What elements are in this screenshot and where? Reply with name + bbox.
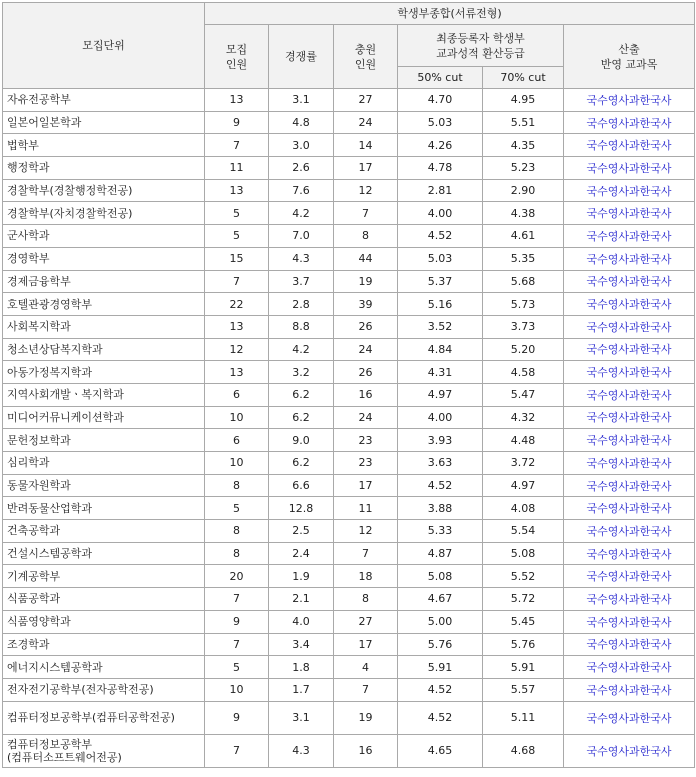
extra-cell: 23 [334, 429, 398, 452]
table-row [3, 474, 695, 497]
extra-cell: 24 [334, 111, 398, 134]
table-row [3, 225, 695, 248]
header-recruit-label: 모집 인원 [225, 42, 248, 71]
cut70-cell: 4.95 [483, 89, 564, 112]
cut50-cell: 5.08 [398, 565, 483, 588]
recruit-cell: 10 [205, 678, 269, 701]
recruit-cell: 8 [205, 520, 269, 543]
subjects-cell: 국수영사과한국사 [564, 157, 695, 180]
cut70-cell: 5.20 [483, 338, 564, 361]
cut50-cell: 4.00 [398, 406, 483, 429]
table-row [3, 179, 695, 202]
cut50-cell: 4.31 [398, 361, 483, 384]
extra-cell: 39 [334, 293, 398, 316]
table-row [3, 610, 695, 633]
recruit-cell: 13 [205, 315, 269, 338]
cut50-cell: 5.00 [398, 610, 483, 633]
unit-cell: 건축공학과 [3, 520, 205, 543]
subjects-cell: 국수영사과한국사 [564, 383, 695, 406]
subjects-cell: 국수영사과한국사 [564, 610, 695, 633]
table-row [3, 202, 695, 225]
subjects-cell: 국수영사과한국사 [564, 542, 695, 565]
recruit-cell: 13 [205, 361, 269, 384]
header-extra-label: 충원 인원 [354, 42, 377, 71]
unit-cell: 전자전기공학부(전자공학전공) [3, 678, 205, 701]
subjects-cell: 국수영사과한국사 [564, 474, 695, 497]
table-row [3, 293, 695, 316]
recruit-cell: 11 [205, 157, 269, 180]
cut70-cell: 4.32 [483, 406, 564, 429]
header-grade [398, 25, 564, 67]
extra-cell: 4 [334, 656, 398, 679]
extra-cell: 7 [334, 542, 398, 565]
header-subjects-label: 산출 반영 교과목 [600, 42, 658, 71]
cut70-cell: 5.72 [483, 588, 564, 611]
recruit-cell: 8 [205, 542, 269, 565]
extra-cell: 8 [334, 588, 398, 611]
ratio-cell: 7.6 [269, 179, 334, 202]
cut50-cell: 5.16 [398, 293, 483, 316]
header-cut70: 70% cut [483, 67, 564, 89]
ratio-cell: 4.8 [269, 111, 334, 134]
table-row [3, 542, 695, 565]
extra-cell: 26 [334, 361, 398, 384]
table-row [3, 701, 695, 734]
subjects-cell: 국수영사과한국사 [564, 678, 695, 701]
unit-cell: 경제금융학부 [3, 270, 205, 293]
extra-cell: 17 [334, 633, 398, 656]
table-row [3, 452, 695, 475]
cut50-cell: 5.03 [398, 111, 483, 134]
cut50-cell: 5.03 [398, 247, 483, 270]
subjects-cell: 국수영사과한국사 [564, 361, 695, 384]
subjects-cell: 국수영사과한국사 [564, 134, 695, 157]
header-recruit [205, 25, 269, 89]
extra-cell: 7 [334, 202, 398, 225]
ratio-cell: 3.4 [269, 633, 334, 656]
unit-cell: 에너지시스템공학과 [3, 656, 205, 679]
subjects-cell: 국수영사과한국사 [564, 565, 695, 588]
unit-cell: 아동가정복지학과 [3, 361, 205, 384]
cut70-cell: 4.38 [483, 202, 564, 225]
header-subjects [564, 25, 695, 89]
cut50-cell: 4.97 [398, 383, 483, 406]
recruit-cell: 5 [205, 202, 269, 225]
recruit-cell: 5 [205, 225, 269, 248]
ratio-cell: 4.2 [269, 338, 334, 361]
subjects-cell: 국수영사과한국사 [564, 338, 695, 361]
cut70-cell: 4.68 [483, 734, 564, 767]
cut50-cell: 2.81 [398, 179, 483, 202]
recruit-cell: 5 [205, 497, 269, 520]
ratio-cell: 4.3 [269, 734, 334, 767]
cut70-cell: 5.54 [483, 520, 564, 543]
cut50-cell: 4.70 [398, 89, 483, 112]
recruit-cell: 13 [205, 179, 269, 202]
header-group: 학생부종합(서류전형) [205, 3, 695, 25]
table-row [3, 588, 695, 611]
subjects-cell: 국수영사과한국사 [564, 406, 695, 429]
cut70-cell: 5.35 [483, 247, 564, 270]
subjects-cell: 국수영사과한국사 [564, 701, 695, 734]
ratio-cell: 12.8 [269, 497, 334, 520]
cut70-cell: 5.45 [483, 610, 564, 633]
recruit-cell: 7 [205, 588, 269, 611]
header-extra [334, 25, 398, 89]
ratio-cell: 3.1 [269, 89, 334, 112]
cut70-cell: 5.57 [483, 678, 564, 701]
cut50-cell: 4.65 [398, 734, 483, 767]
ratio-cell: 3.0 [269, 134, 334, 157]
unit-cell: 지역사회개발ㆍ복지학과 [3, 383, 205, 406]
table-row [3, 270, 695, 293]
recruit-cell: 22 [205, 293, 269, 316]
unit-cell: 호텔관광경영학부 [3, 293, 205, 316]
subjects-cell: 국수영사과한국사 [564, 315, 695, 338]
unit-cell: 반려동물산업학과 [3, 497, 205, 520]
unit-cell: 기계공학부 [3, 565, 205, 588]
unit-cell: 동물자원학과 [3, 474, 205, 497]
table-body [3, 89, 695, 768]
subjects-cell: 국수영사과한국사 [564, 734, 695, 767]
table-row [3, 383, 695, 406]
table-row [3, 497, 695, 520]
ratio-cell: 3.7 [269, 270, 334, 293]
subjects-cell: 국수영사과한국사 [564, 588, 695, 611]
extra-cell: 14 [334, 134, 398, 157]
recruit-cell: 6 [205, 383, 269, 406]
cut50-cell: 5.76 [398, 633, 483, 656]
recruit-cell: 15 [205, 247, 269, 270]
ratio-cell: 9.0 [269, 429, 334, 452]
extra-cell: 23 [334, 452, 398, 475]
extra-cell: 16 [334, 383, 398, 406]
cut70-cell: 5.52 [483, 565, 564, 588]
unit-cell: 건설시스템공학과 [3, 542, 205, 565]
table-row [3, 429, 695, 452]
unit-cell: 컴퓨터정보공학부(컴퓨터소프트웨어전공) [3, 734, 205, 767]
cut50-cell: 3.52 [398, 315, 483, 338]
recruit-cell: 7 [205, 270, 269, 293]
unit-cell: 자유전공학부 [3, 89, 205, 112]
extra-cell: 12 [334, 179, 398, 202]
cut70-cell: 2.90 [483, 179, 564, 202]
table-row [3, 520, 695, 543]
cut50-cell: 3.88 [398, 497, 483, 520]
cut70-cell: 5.11 [483, 701, 564, 734]
recruit-cell: 7 [205, 134, 269, 157]
recruit-cell: 9 [205, 701, 269, 734]
table-row [3, 134, 695, 157]
unit-cell: 식품공학과 [3, 588, 205, 611]
ratio-cell: 6.6 [269, 474, 334, 497]
table-row [3, 678, 695, 701]
extra-cell: 18 [334, 565, 398, 588]
ratio-cell: 3.2 [269, 361, 334, 384]
recruit-cell: 7 [205, 633, 269, 656]
subjects-cell: 국수영사과한국사 [564, 270, 695, 293]
cut50-cell: 4.52 [398, 678, 483, 701]
recruit-cell: 12 [205, 338, 269, 361]
ratio-cell: 2.8 [269, 293, 334, 316]
cut70-cell: 5.73 [483, 293, 564, 316]
recruit-cell: 8 [205, 474, 269, 497]
ratio-cell: 4.2 [269, 202, 334, 225]
extra-cell: 11 [334, 497, 398, 520]
cut70-cell: 5.47 [483, 383, 564, 406]
ratio-cell: 2.4 [269, 542, 334, 565]
header-ratio: 경쟁률 [269, 25, 334, 89]
unit-cell: 조경학과 [3, 633, 205, 656]
unit-cell: 미디어커뮤니케이션학과 [3, 406, 205, 429]
extra-cell: 26 [334, 315, 398, 338]
unit-cell: 경영학부 [3, 247, 205, 270]
cut50-cell: 4.52 [398, 225, 483, 248]
cut50-cell: 4.52 [398, 701, 483, 734]
extra-cell: 17 [334, 474, 398, 497]
unit-cell: 컴퓨터정보공학부(컴퓨터공학전공) [3, 701, 205, 734]
cut50-cell: 4.26 [398, 134, 483, 157]
ratio-cell: 8.8 [269, 315, 334, 338]
recruit-cell: 13 [205, 89, 269, 112]
subjects-cell: 국수영사과한국사 [564, 452, 695, 475]
table-row [3, 338, 695, 361]
recruit-cell: 20 [205, 565, 269, 588]
cut70-cell: 5.76 [483, 633, 564, 656]
cut70-cell: 4.48 [483, 429, 564, 452]
extra-cell: 24 [334, 338, 398, 361]
cut70-cell: 5.23 [483, 157, 564, 180]
cut50-cell: 4.52 [398, 474, 483, 497]
subjects-cell: 국수영사과한국사 [564, 89, 695, 112]
cut70-cell: 5.08 [483, 542, 564, 565]
cut50-cell: 4.78 [398, 157, 483, 180]
ratio-cell: 1.7 [269, 678, 334, 701]
subjects-cell: 국수영사과한국사 [564, 497, 695, 520]
header-grade-label: 최종등록자 학생부 교과성적 환산등급 [436, 31, 525, 60]
ratio-cell: 4.0 [269, 610, 334, 633]
recruit-cell: 5 [205, 656, 269, 679]
cut50-cell: 5.37 [398, 270, 483, 293]
recruit-cell: 6 [205, 429, 269, 452]
recruit-cell: 10 [205, 406, 269, 429]
unit-cell: 경찰학부(자치경찰학전공) [3, 202, 205, 225]
ratio-cell: 7.0 [269, 225, 334, 248]
unit-cell: 군사학과 [3, 225, 205, 248]
extra-cell: 19 [334, 270, 398, 293]
recruit-cell: 9 [205, 111, 269, 134]
table-row [3, 89, 695, 112]
subjects-cell: 국수영사과한국사 [564, 179, 695, 202]
header-cut50: 50% cut [398, 67, 483, 89]
extra-cell: 27 [334, 610, 398, 633]
unit-cell: 청소년상담복지학과 [3, 338, 205, 361]
extra-cell: 19 [334, 701, 398, 734]
table-row [3, 111, 695, 134]
recruit-cell: 10 [205, 452, 269, 475]
recruit-cell: 7 [205, 734, 269, 767]
cut50-cell: 4.00 [398, 202, 483, 225]
cut50-cell: 5.91 [398, 656, 483, 679]
unit-cell: 문헌정보학과 [3, 429, 205, 452]
cut70-cell: 5.68 [483, 270, 564, 293]
table-row [3, 315, 695, 338]
unit-cell: 행정학과 [3, 157, 205, 180]
cut50-cell: 4.87 [398, 542, 483, 565]
subjects-cell: 국수영사과한국사 [564, 429, 695, 452]
table-row [3, 157, 695, 180]
unit-cell: 경찰학부(경찰행정학전공) [3, 179, 205, 202]
subjects-cell: 국수영사과한국사 [564, 111, 695, 134]
cut50-cell: 5.33 [398, 520, 483, 543]
subjects-cell: 국수영사과한국사 [564, 225, 695, 248]
cut70-cell: 4.61 [483, 225, 564, 248]
unit-cell: 일본어일본학과 [3, 111, 205, 134]
cut50-cell: 4.84 [398, 338, 483, 361]
subjects-cell: 국수영사과한국사 [564, 202, 695, 225]
ratio-cell: 1.9 [269, 565, 334, 588]
cut70-cell: 4.35 [483, 134, 564, 157]
extra-cell: 16 [334, 734, 398, 767]
cut70-cell: 4.58 [483, 361, 564, 384]
header-unit: 모집단위 [3, 3, 205, 89]
extra-cell: 27 [334, 89, 398, 112]
ratio-cell: 2.5 [269, 520, 334, 543]
cut70-cell: 3.73 [483, 315, 564, 338]
subjects-cell: 국수영사과한국사 [564, 247, 695, 270]
cut70-cell: 4.08 [483, 497, 564, 520]
unit-cell: 사회복지학과 [3, 315, 205, 338]
table-row [3, 406, 695, 429]
extra-cell: 24 [334, 406, 398, 429]
cut50-cell: 4.67 [398, 588, 483, 611]
cut70-cell: 4.97 [483, 474, 564, 497]
ratio-cell: 6.2 [269, 452, 334, 475]
ratio-cell: 1.8 [269, 656, 334, 679]
table-row [3, 361, 695, 384]
cut70-cell: 3.72 [483, 452, 564, 475]
extra-cell: 44 [334, 247, 398, 270]
ratio-cell: 6.2 [269, 383, 334, 406]
subjects-cell: 국수영사과한국사 [564, 293, 695, 316]
subjects-cell: 국수영사과한국사 [564, 520, 695, 543]
unit-cell: 식품영양학과 [3, 610, 205, 633]
table-row [3, 633, 695, 656]
cut50-cell: 3.63 [398, 452, 483, 475]
cut70-cell: 5.51 [483, 111, 564, 134]
unit-cell: 심리학과 [3, 452, 205, 475]
subjects-cell: 국수영사과한국사 [564, 633, 695, 656]
subjects-cell: 국수영사과한국사 [564, 656, 695, 679]
table-row [3, 247, 695, 270]
extra-cell: 8 [334, 225, 398, 248]
cut50-cell: 3.93 [398, 429, 483, 452]
extra-cell: 17 [334, 157, 398, 180]
ratio-cell: 6.2 [269, 406, 334, 429]
ratio-cell: 2.1 [269, 588, 334, 611]
unit-cell: 법학부 [3, 134, 205, 157]
extra-cell: 7 [334, 678, 398, 701]
table-row [3, 656, 695, 679]
ratio-cell: 3.1 [269, 701, 334, 734]
table-row [3, 565, 695, 588]
admission-results-table [2, 2, 695, 768]
table-row [3, 734, 695, 767]
cut70-cell: 5.91 [483, 656, 564, 679]
extra-cell: 12 [334, 520, 398, 543]
ratio-cell: 4.3 [269, 247, 334, 270]
ratio-cell: 2.6 [269, 157, 334, 180]
recruit-cell: 9 [205, 610, 269, 633]
